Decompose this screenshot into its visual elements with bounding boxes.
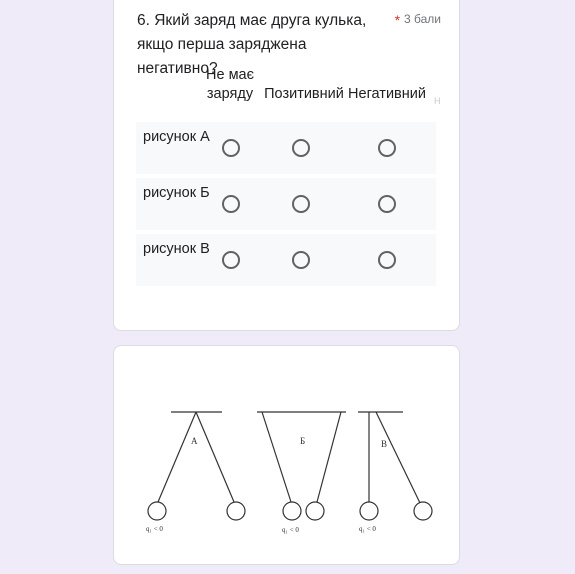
- column-header-negative: Негативний: [348, 86, 426, 102]
- grid-row-a: [136, 122, 436, 174]
- question-title: 6. Який заряд має друга кулька, якщо перша заряджена негативно?: [137, 12, 367, 77]
- panel-b-label: Б: [300, 436, 306, 446]
- panel-v-thread-2: [376, 412, 420, 503]
- radio-a-negative[interactable]: [378, 139, 396, 157]
- panel-a-charge-label: q₁ < 0: [146, 525, 163, 533]
- panel-a-thread-2: [196, 412, 234, 502]
- radio-v-positive[interactable]: [292, 251, 310, 269]
- radio-a-no-charge[interactable]: [222, 139, 240, 157]
- panel-v-ball-1: [360, 502, 378, 520]
- grid-row-v: [136, 234, 436, 286]
- row-label-v: рисунок В: [143, 241, 210, 257]
- panel-a-thread-1: [158, 412, 196, 502]
- points-label: 3 бали: [404, 12, 441, 26]
- panel-b-charge-label: q₁ < 0: [282, 526, 299, 534]
- image-card: [113, 345, 460, 565]
- panel-b-ball-2: [306, 502, 324, 520]
- pendulum-figure: [114, 346, 459, 564]
- required-asterisk: *: [394, 12, 401, 28]
- radio-a-positive[interactable]: [292, 139, 310, 157]
- panel-a-ball-2: [227, 502, 245, 520]
- question-card: [113, 0, 460, 331]
- panel-v-ball-2: [414, 502, 432, 520]
- column-header-positive: Позитивний: [264, 86, 344, 102]
- panel-a-label: А: [191, 436, 198, 446]
- radio-b-no-charge[interactable]: [222, 195, 240, 213]
- radio-v-negative[interactable]: [378, 251, 396, 269]
- panel-v-charge-label: q₁ < 0: [359, 525, 376, 533]
- column-header-no-charge: Не має заряду: [206, 67, 254, 102]
- radio-b-positive[interactable]: [292, 195, 310, 213]
- radio-v-no-charge[interactable]: [222, 251, 240, 269]
- panel-a-ball-1: [148, 502, 166, 520]
- panel-b-thread-1: [262, 412, 291, 502]
- column-header-overflow: H: [434, 96, 441, 106]
- row-label-a: рисунок А: [143, 129, 210, 145]
- grid-row-b: [136, 178, 436, 230]
- row-label-b: рисунок Б: [143, 185, 210, 201]
- question-points: [395, 12, 441, 28]
- radio-b-negative[interactable]: [378, 195, 396, 213]
- panel-b-thread-2: [317, 412, 341, 502]
- panel-v-label: В: [381, 439, 388, 449]
- panel-b-ball-1: [283, 502, 301, 520]
